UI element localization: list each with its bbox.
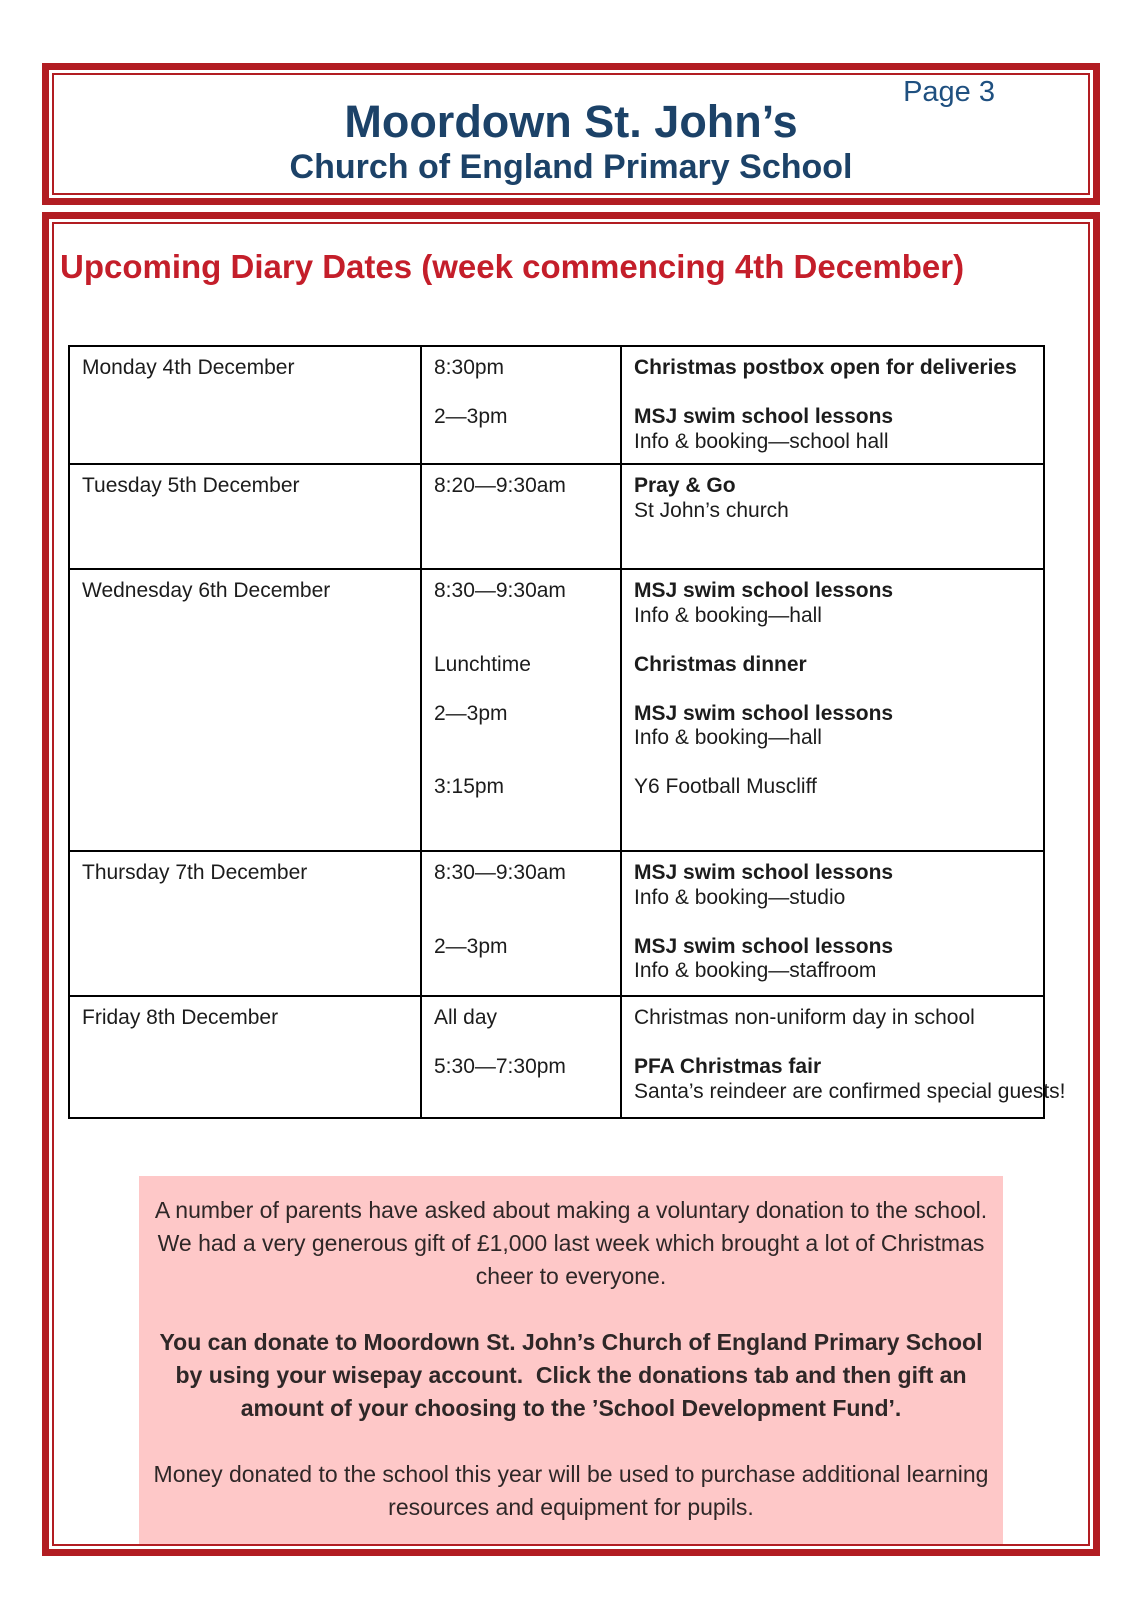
diary-dates-heading: Upcoming Diary Dates (week commencing 4th December)	[60, 248, 965, 285]
day-cell	[69, 346, 421, 464]
event-line: Christmas dinner	[634, 652, 807, 676]
event-line	[634, 381, 1031, 406]
time-cell	[421, 346, 621, 464]
diary-row	[69, 996, 1044, 1118]
event-line: St John’s church	[634, 498, 789, 522]
time-cell	[421, 996, 621, 1118]
header-box	[42, 63, 1100, 205]
time-line: 8:20—9:30am	[434, 474, 566, 497]
diary-row	[69, 851, 1044, 996]
time-line	[434, 886, 608, 911]
time-line: 2—3pm	[434, 701, 508, 725]
day-label: Thursday 7th December	[82, 861, 308, 884]
day-cell	[69, 851, 421, 996]
event-line	[634, 910, 1031, 935]
time-line	[434, 1031, 608, 1056]
event-line: Christmas postbox open for deliveries	[634, 356, 1017, 379]
day-cell	[69, 464, 421, 569]
day-label: Wednesday 6th December	[82, 579, 331, 602]
donation-paragraph: Money donated to the school this year will be used to purchase additional learning resources and equipment for pupils.	[153, 1461, 989, 1520]
time-line	[434, 910, 608, 935]
event-line: Santa’s reindeer are confirmed special guests!	[634, 1079, 1066, 1103]
diary-row	[69, 569, 1044, 851]
event-cell	[621, 851, 1044, 996]
time-line	[434, 381, 608, 406]
diary-table	[68, 345, 1066, 1119]
event-line: MSJ swim school lessons	[634, 405, 894, 428]
diary-row	[69, 464, 1044, 569]
event-line: Info & booking—staffroom	[634, 959, 877, 982]
time-cell	[421, 464, 621, 569]
event-line: Y6 Football Muscliff	[634, 775, 817, 798]
event-line	[634, 677, 1031, 702]
time-line	[434, 628, 608, 653]
event-line: MSJ swim school lessons	[634, 579, 894, 602]
time-line: Lunchtime	[434, 652, 531, 676]
time-line	[434, 677, 608, 702]
event-cell	[621, 346, 1044, 464]
event-line: Christmas non-uniform day in school	[634, 1006, 975, 1029]
event-line: MSJ swim school lessons	[634, 934, 894, 958]
school-name-line2: Church of England Primary School	[289, 148, 853, 186]
event-line	[634, 751, 1031, 776]
event-line: Info & booking—studio	[634, 885, 846, 909]
event-line: PFA Christmas fair	[634, 1055, 822, 1078]
day-cell	[69, 996, 421, 1118]
time-line: All day	[434, 1006, 498, 1029]
event-line	[634, 628, 1031, 653]
donation-notice-box	[139, 1176, 1003, 1544]
day-label: Monday 4th December	[82, 356, 295, 379]
time-line	[434, 604, 608, 629]
donation-paragraph: You can donate to Moordown St. John’s Church of England Primary School by using your wisepay account. Click the donations tab and then gift an amount of your choosing to the ’School Development Fund’.	[159, 1329, 983, 1421]
time-line: 8:30—9:30am	[434, 861, 566, 884]
donation-paragraph: A number of parents have asked about making a voluntary donation to the school. We had a very generous gift of £1,000 last week which brought a lot of Christmas cheer to everyone.	[154, 1197, 988, 1289]
time-line: 8:30pm	[434, 356, 505, 379]
day-label: Tuesday 5th December	[82, 474, 300, 497]
day-label: Friday 8th December	[82, 1006, 279, 1029]
day-cell	[69, 569, 421, 851]
time-line	[434, 751, 608, 776]
event-line: Info & booking—hall	[634, 603, 822, 627]
event-cell	[621, 569, 1044, 851]
page-number-label: Page 3	[903, 76, 995, 108]
event-line: Info & booking—school hall	[634, 429, 889, 453]
event-line	[634, 1031, 1031, 1056]
event-line: Info & booking—hall	[634, 726, 822, 749]
diary-row	[69, 346, 1044, 464]
event-cell	[621, 996, 1066, 1118]
event-line: MSJ swim school lessons	[634, 861, 894, 884]
diary-table-body	[69, 346, 1066, 1118]
time-line: 3:15pm	[434, 775, 505, 798]
time-cell	[421, 851, 621, 996]
time-line: 5:30—7:30pm	[434, 1055, 566, 1078]
event-line: Pray & Go	[634, 474, 736, 497]
event-cell	[621, 464, 1044, 569]
time-line: 2—3pm	[434, 405, 508, 428]
time-cell	[421, 569, 621, 851]
school-name-line1: Moordown St. John’s	[344, 96, 798, 147]
time-line	[434, 726, 608, 751]
event-line: MSJ swim school lessons	[634, 701, 894, 725]
time-line: 8:30—9:30am	[434, 579, 566, 602]
time-line: 2—3pm	[434, 934, 508, 958]
